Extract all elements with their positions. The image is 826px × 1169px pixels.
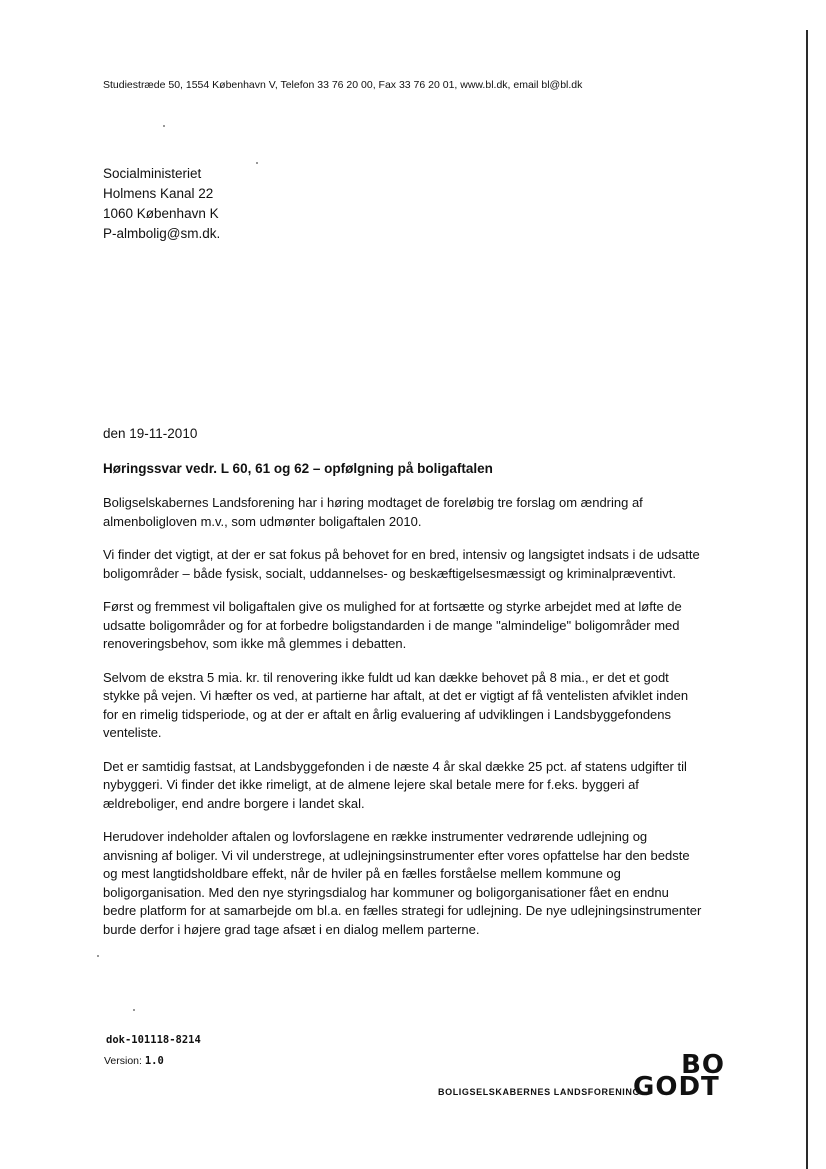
paragraph: Herudover indeholder aftalen og lovforslagene en række instrumenter vedrørende udlejning og anvisning af boliger. Vi vil understrege, at udlejningsinstrumenter efter vores opfattelse har den bedste og mest langtidsholdbare effekt, når de hviler på en fælles forståelse mellem kommune og boligorganisation. Med den nye styringsdialog har kommuner og boligorganisationer fået en endnu bedre platform for at samarbejde om bl.a. en fælles strategi for udlejning. De nye udlejningsinstrumenter burde derfor i højere grad tage afsæt i en dialog mellem parterne. (103, 829, 702, 937)
scan-speck (256, 162, 258, 164)
page-edge-rule (806, 30, 808, 1169)
version-value: 1.0 (144, 1055, 164, 1067)
recipient-email: P-almbolig@sm.dk. (103, 226, 221, 241)
scan-speck (133, 1009, 135, 1011)
recipient-line: Holmens Kanal 22 (103, 186, 214, 201)
paragraph: Først og fremmest vil boligaftalen give os mulighed for at fortsætte og styrke arbejdet med at løfte de udsatte boligområder og for at forbedre boligstandarden i de mange "almindelige" boligområder med renoveringsbehov, som ikke må glemmes i debatten. (103, 599, 682, 651)
paragraph: Vi finder det vigtigt, at der er sat fokus på behovet for en bred, intensiv og langsigtet indsats i de udsatte boligområder – både fysisk, socialt, uddannelses- og beskæftigelsesmæssigt og kriminalpræventivt. (103, 547, 700, 581)
logo-line-2: GODT (633, 1072, 720, 1102)
letter-body (103, 494, 703, 954)
scan-speck (163, 125, 165, 127)
letter-date: den 19-11-2010 (103, 426, 198, 441)
scan-speck (97, 955, 99, 957)
version-info (104, 1055, 164, 1067)
letterhead-address: Studiestræde 50, 1554 København V, Telefon 33 76 20 00, Fax 33 76 20 01, www.bl.dk, email bl@bl.dk (103, 79, 583, 91)
recipient-address (103, 164, 220, 244)
paragraph: Det er samtidig fastsat, at Landsbyggefonden i de næste 4 år skal dække 25 pct. af statens udgifter til nybyggeri. Vi finder det ikke rimeligt, at de almene lejere skal betale mere for f.eks. byggeri af ældreboliger, end andre borgere i landet skal. (103, 758, 687, 811)
organization-name: BOLIGSELSKABERNES LANDSFORENING (438, 1087, 641, 1097)
letter-subject: Høringssvar vedr. L 60, 61 og 62 – opfølgning på boligaftalen (103, 461, 493, 476)
version-label: Version: (104, 1055, 145, 1067)
recipient-line: 1060 København K (103, 206, 219, 221)
bo-godt-logo (633, 1050, 725, 1102)
document-id: dok-101118-8214 (106, 1034, 201, 1046)
logo-line-1: BO (681, 1050, 725, 1080)
paragraph: Selvom de ekstra 5 mia. kr. til renovering ikke fuldt ud kan dække behovet på 8 mia., er det et godt stykke på vejen. Vi hæfter os ved, at partierne har aftalt, at det er vigtigt af få ventelisten afviklet inden for en rimelig tidsperiode, og at der er aftalt en årlig evaluering af udviklingen i Landsbyggefondens venteliste. (103, 669, 689, 740)
paragraph: Boligselskabernes Landsforening har i høring modtaget de foreløbig tre forslag om ændring af almenboligloven m.v., som udmønter boligaftalen 2010. (103, 495, 643, 529)
recipient-line: Socialministeriet (103, 166, 202, 181)
